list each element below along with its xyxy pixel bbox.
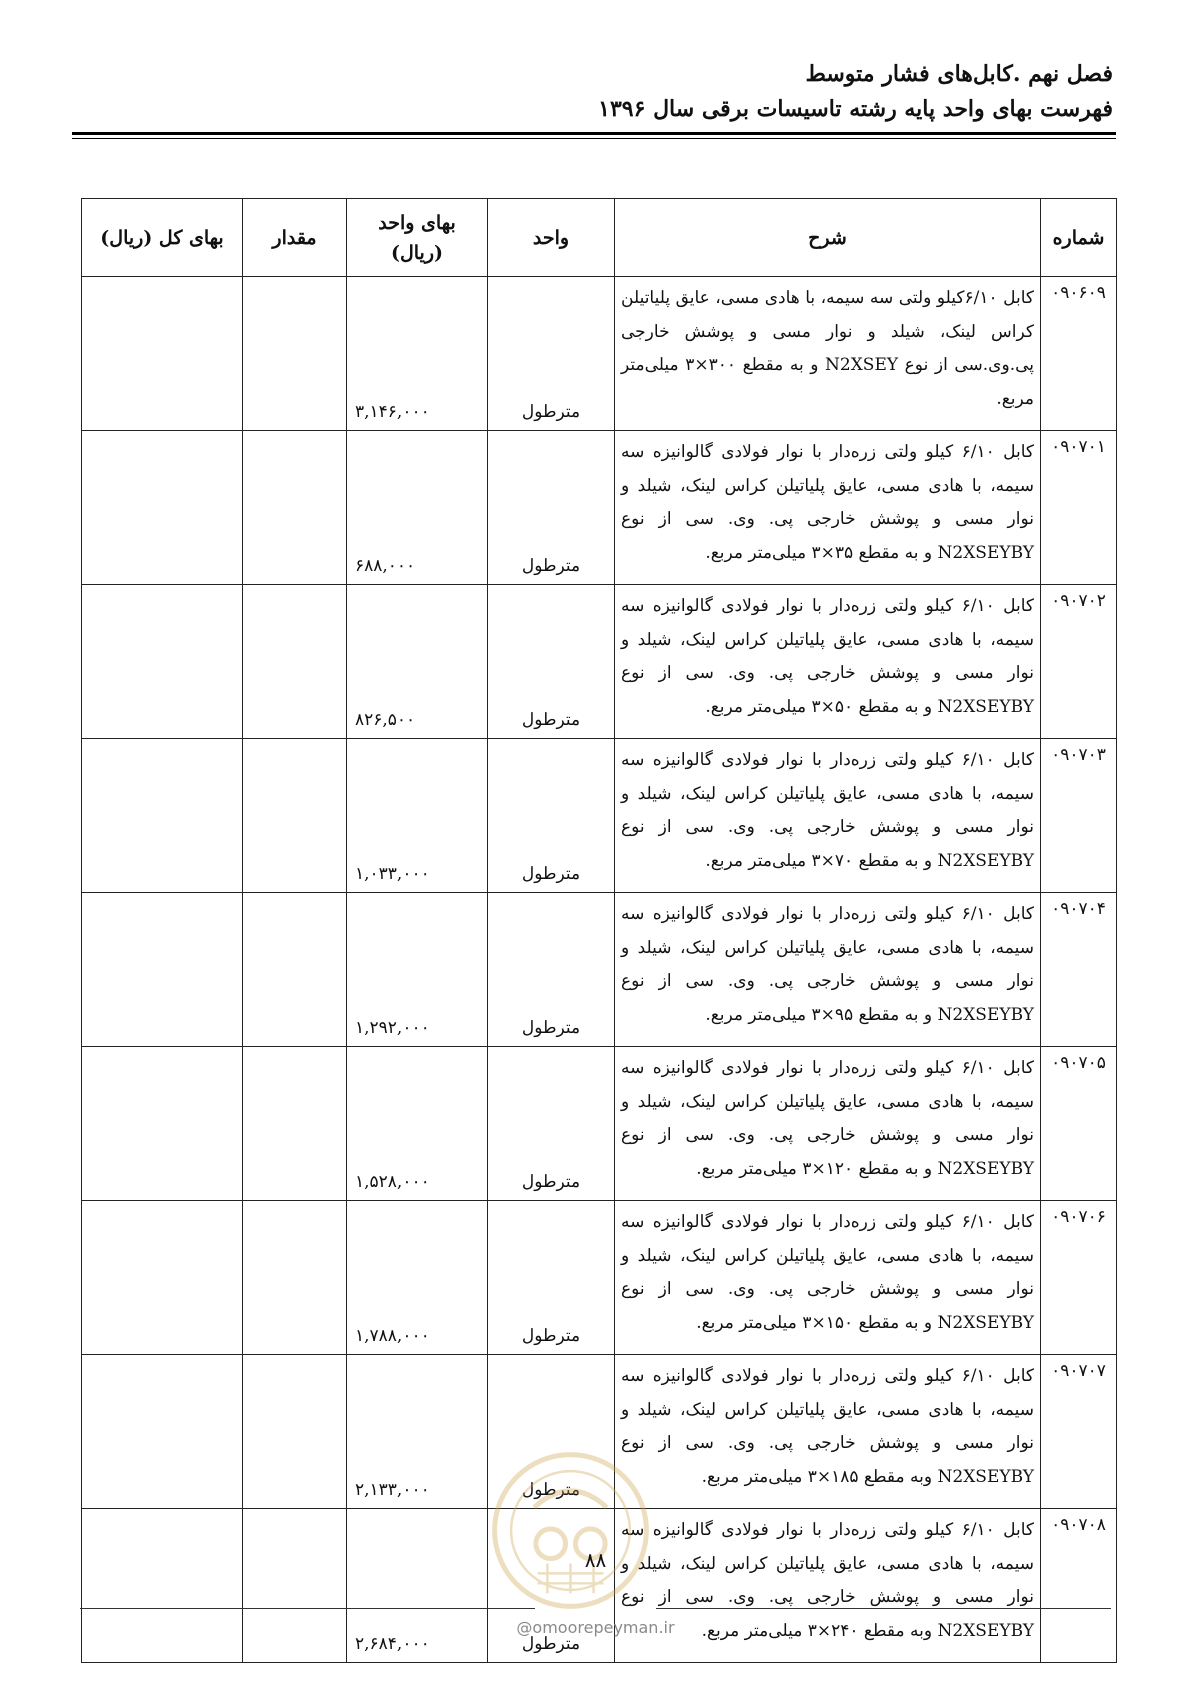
item-unit-price: ۱,۵۲۸,۰۰۰ [347, 1047, 488, 1201]
page-number: ۸۸ [584, 1548, 607, 1572]
item-number: ۰۹۰۷۰۴ [1041, 893, 1117, 1047]
price-list-title: فهرست بهای واحد پایه رشته تاسیسات برقی سال ۱۳۹۶ [598, 96, 1113, 122]
table-header-row [82, 199, 1117, 277]
item-description: کابل ۶/۱۰ کیلو ولتی زره‌دار با نوار فولادی گالوانیزه سه سیمه، با هادی مسی، عایق پلیاتیلن کراس لینک، شیلد و نوار مسی و پوشش خارجی پی. وی. سی از نوع N2XSEYBY و به مقطع ۷۰×۳ میلی‌متر مربع. [615, 739, 1041, 893]
item-total-price [82, 1047, 243, 1201]
item-unit: مترطول [488, 739, 615, 893]
item-quantity [243, 277, 347, 431]
chapter-title: فصل نهم .کابل‌های فشار متوسط [805, 61, 1113, 87]
item-unit-price: ۶۸۸,۰۰۰ [347, 431, 488, 585]
footer-line-left [80, 1608, 535, 1609]
item-total-price [82, 277, 243, 431]
item-unit-price: ۳,۱۴۶,۰۰۰ [347, 277, 488, 431]
price-table [81, 198, 1117, 1663]
item-total-price [82, 431, 243, 585]
table-row [82, 585, 1117, 739]
item-total-price [82, 585, 243, 739]
item-number: ۰۹۰۷۰۳ [1041, 739, 1117, 893]
page-header [73, 58, 1113, 126]
item-description: کابل ۶/۱۰ کیلو ولتی زره‌دار با نوار فولادی گالوانیزه سه سیمه، با هادی مسی، عایق پلیاتیلن کراس لینک، شیلد و نوار مسی و پوشش خارجی پی. وی. سی از نوع N2XSEYBY وبه مقطع ۱۸۵×۳ میلی‌متر مربع. [615, 1355, 1041, 1509]
item-quantity [243, 1047, 347, 1201]
item-quantity [243, 893, 347, 1047]
item-unit: مترطول [488, 1201, 615, 1355]
item-unit-price: ۱,۲۹۲,۰۰۰ [347, 893, 488, 1047]
item-quantity [243, 431, 347, 585]
item-quantity [243, 585, 347, 739]
item-unit: مترطول [488, 1509, 615, 1663]
item-unit: مترطول [488, 277, 615, 431]
item-number: ۰۹۰۷۰۱ [1041, 431, 1117, 585]
header-quantity: مقدار [243, 199, 347, 277]
item-quantity [243, 1201, 347, 1355]
footer-line-right [656, 1608, 1111, 1609]
item-total-price [82, 1201, 243, 1355]
table-row [82, 431, 1117, 585]
item-unit: مترطول [488, 585, 615, 739]
item-quantity [243, 1355, 347, 1509]
item-unit: مترطول [488, 1047, 615, 1201]
item-unit-price: ۸۲۶,۵۰۰ [347, 585, 488, 739]
table-row [82, 1047, 1117, 1201]
item-unit-price: ۲,۶۸۴,۰۰۰ [347, 1509, 488, 1663]
item-description: کابل ۶/۱۰کیلو ولتی سه سیمه، با هادی مسی، عایق پلیاتیلن کراس لینک، شیلد و نوار مسی و پوشش خارجی پی.وی.سی از نوع N2XSEY و به مقطع ۳۰۰×۳ میلی‌متر مربع. [615, 277, 1041, 431]
header-unit-price: بهای واحد (ریال) [347, 199, 488, 277]
item-unit-price: ۱,۷۸۸,۰۰۰ [347, 1201, 488, 1355]
item-number: ۰۹۰۷۰۲ [1041, 585, 1117, 739]
table-row [82, 277, 1117, 431]
item-unit-price: ۲,۱۳۳,۰۰۰ [347, 1355, 488, 1509]
item-quantity [243, 1509, 347, 1663]
header-description: شرح [615, 199, 1041, 277]
item-number: ۰۹۰۶۰۹ [1041, 277, 1117, 431]
header-rule-thin [72, 138, 1116, 139]
item-description: کابل ۶/۱۰ کیلو ولتی زره‌دار با نوار فولادی گالوانیزه سه سیمه، با هادی مسی، عایق پلیاتیلن کراس لینک، شیلد و نوار مسی و پوشش خارجی پی. وی. سی از نوع N2XSEYBY و به مقطع ۵۰×۳ میلی‌متر مربع. [615, 585, 1041, 739]
item-description: کابل ۶/۱۰ کیلو ولتی زره‌دار با نوار فولادی گالوانیزه سه سیمه، با هادی مسی، عایق پلیاتیلن کراس لینک، شیلد و نوار مسی و پوشش خارجی پی. وی. سی از نوع N2XSEYBY و به مقطع ۱۲۰×۳ میلی‌متر مربع. [615, 1047, 1041, 1201]
header-rule-thick [72, 132, 1116, 135]
item-unit: مترطول [488, 431, 615, 585]
header-number: شماره [1041, 199, 1117, 277]
header-total-price: بهای کل (ریال) [82, 199, 243, 277]
item-quantity [243, 739, 347, 893]
item-total-price [82, 1509, 243, 1663]
table-row [82, 1201, 1117, 1355]
item-total-price [82, 893, 243, 1047]
item-total-price [82, 739, 243, 893]
header-unit: واحد [488, 199, 615, 277]
item-description: کابل ۶/۱۰ کیلو ولتی زره‌دار با نوار فولادی گالوانیزه سه سیمه، با هادی مسی، عایق پلیاتیلن کراس لینک، شیلد و نوار مسی و پوشش خارجی پی. وی. سی از نوع N2XSEYBY و به مقطع ۹۵×۳ میلی‌متر مربع. [615, 893, 1041, 1047]
item-number: ۰۹۰۷۰۷ [1041, 1355, 1117, 1509]
table-row [82, 893, 1117, 1047]
watermark-text: @omoorepeyman.ir [516, 1618, 675, 1637]
seal-watermark-icon [488, 1448, 653, 1613]
item-total-price [82, 1355, 243, 1509]
item-description: کابل ۶/۱۰ کیلو ولتی زره‌دار با نوار فولادی گالوانیزه سه سیمه، با هادی مسی، عایق پلیاتیلن کراس لینک، شیلد و نوار مسی و پوشش خارجی پی. وی. سی از نوع N2XSEYBY وبه مقطع ۲۴۰×۳ میلی‌متر مربع. [615, 1509, 1041, 1663]
item-description: کابل ۶/۱۰ کیلو ولتی زره‌دار با نوار فولادی گالوانیزه سه سیمه، با هادی مسی، عایق پلیاتیلن کراس لینک، شیلد و نوار مسی و پوشش خارجی پی. وی. سی از نوع N2XSEYBY و به مقطع ۱۵۰×۳ میلی‌متر مربع. [615, 1201, 1041, 1355]
item-number: ۰۹۰۷۰۵ [1041, 1047, 1117, 1201]
table-row [82, 739, 1117, 893]
item-description: کابل ۶/۱۰ کیلو ولتی زره‌دار با نوار فولادی گالوانیزه سه سیمه، با هادی مسی، عایق پلیاتیلن کراس لینک، شیلد و نوار مسی و پوشش خارجی پی. وی. سی از نوع N2XSEYBY و به مقطع ۳۵×۳ میلی‌متر مربع. [615, 431, 1041, 585]
item-number: ۰۹۰۷۰۶ [1041, 1201, 1117, 1355]
item-unit-price: ۱,۰۳۳,۰۰۰ [347, 739, 488, 893]
item-unit: مترطول [488, 893, 615, 1047]
item-unit: مترطول [488, 1355, 615, 1509]
item-number: ۰۹۰۷۰۸ [1041, 1509, 1117, 1663]
